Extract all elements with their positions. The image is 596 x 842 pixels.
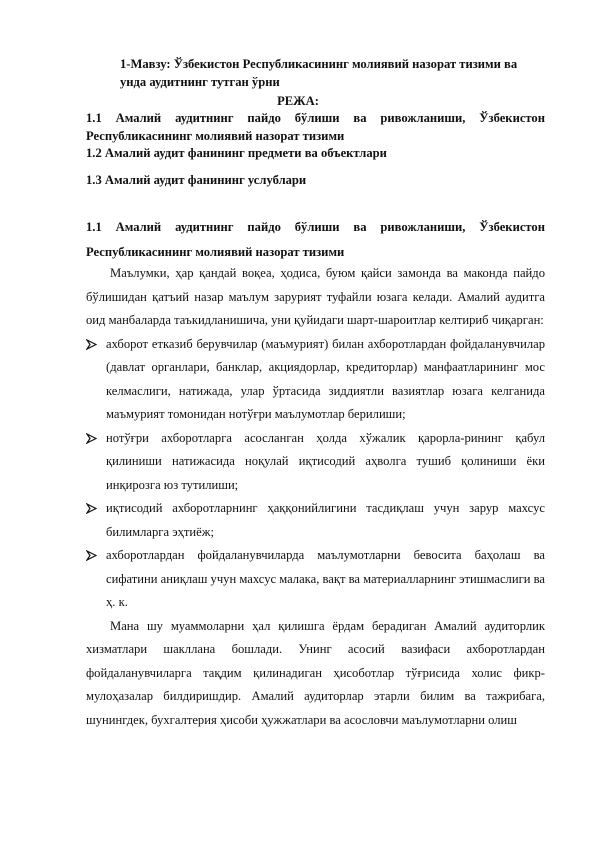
arrow-bullet-icon	[86, 544, 100, 567]
plan-item: 1.3 Амалий аудит фанининг услублари	[86, 172, 307, 187]
bullet-item	[86, 333, 545, 427]
plan-list	[86, 110, 545, 189]
plan-heading: РЕЖА:	[277, 94, 319, 108]
bullet-text: нотўғри ахборотларга асосланган ҳолда хўжалик қарорла-рининг қабул қилиниши натижасида ноқулай иқтисодий аҳволга тушиб қолиниши ёки инқирозга юз тутилиши;	[106, 430, 545, 492]
bullet-item	[86, 497, 545, 544]
section-heading: 1.1 Амалий аудитнинг пайдо бўлиши ва ривожланиши, Ўзбекистон Республикасининг молиявий назорат тизими	[86, 220, 545, 259]
closing-paragraph: Мана шу муаммоларни ҳал қилишга ёрдам берадиган Амалий аудиторлик хизматлари шакллана бошлади. Унинг асосий вазифаси ахборотлардан фойдаланувчиларга тақдим қилинадиган ҳисоботлар тўғрисида холис фикр-мулоҳазалар билдиришдир. Амалий аудиторлар этарли билим ва тажрибага, шунингдек, бухгалтерия ҳисоби ҳужжатлари ва асословчи маълумотларни олиш	[86, 618, 545, 727]
bullet-text: ахборотлардан фойдаланувчиларда маълумотларни бевосита баҳолаш ва сифатини аниқлаш учун махсус малака, вақт ва материалларнинг этишмаслиги ва ҳ. к.	[106, 548, 545, 609]
document-title	[120, 55, 540, 91]
bullet-text: иқтисодий ахборотларнинг ҳаққонийлигини тасдиқлаш учун зарур махсус билимларга эҳтиёж;	[106, 501, 545, 539]
title-line-2: унда аудитнинг тутган ўрни	[120, 75, 280, 89]
arrow-bullet-icon	[86, 427, 100, 450]
arrow-bullet-icon	[86, 333, 100, 356]
body-text	[86, 262, 545, 732]
plan-item: 1.1 Амалий аудитнинг пайдо бўлиши ва ривожланиши, Ўзбекистон Республикасининг молиявий назорат тизими	[86, 111, 545, 143]
intro-paragraph: Маълумки, ҳар қандай воқеа, ҳодиса, буюм қайси замонда ва маконда пайдо бўлишидан қатъий назар маълум зарурият туфайли юзага келади. Амалий аудитга оид манбаларда таъкидланишича, уни қуйидаги шарт-шароитлар келтириб чиқарган:	[86, 266, 545, 327]
bullet-text: ахборот етказиб берувчилар (маъмурият) билан ахборотлардан фойдаланувчилар (давлат органлари, банклар, акциядорлар, кредиторлар) манфаатларининг мос келмаслиги, натижада, улар ўртасида зиддиятли вазиятлар юзага келганида маъмурият томонидан нотўғри маълумотлар берилиши;	[106, 336, 545, 421]
plan-item: 1.2 Амалий аудит фанининг предмети ва объектлари	[86, 146, 387, 160]
arrow-bullet-icon	[86, 497, 100, 520]
title-line-1: 1-Мавзу: Ўзбекистон Республикасининг молиявий назорат тизими ва	[120, 57, 518, 71]
bullet-list	[86, 333, 545, 615]
bullet-item	[86, 427, 545, 498]
bullet-item	[86, 544, 545, 615]
